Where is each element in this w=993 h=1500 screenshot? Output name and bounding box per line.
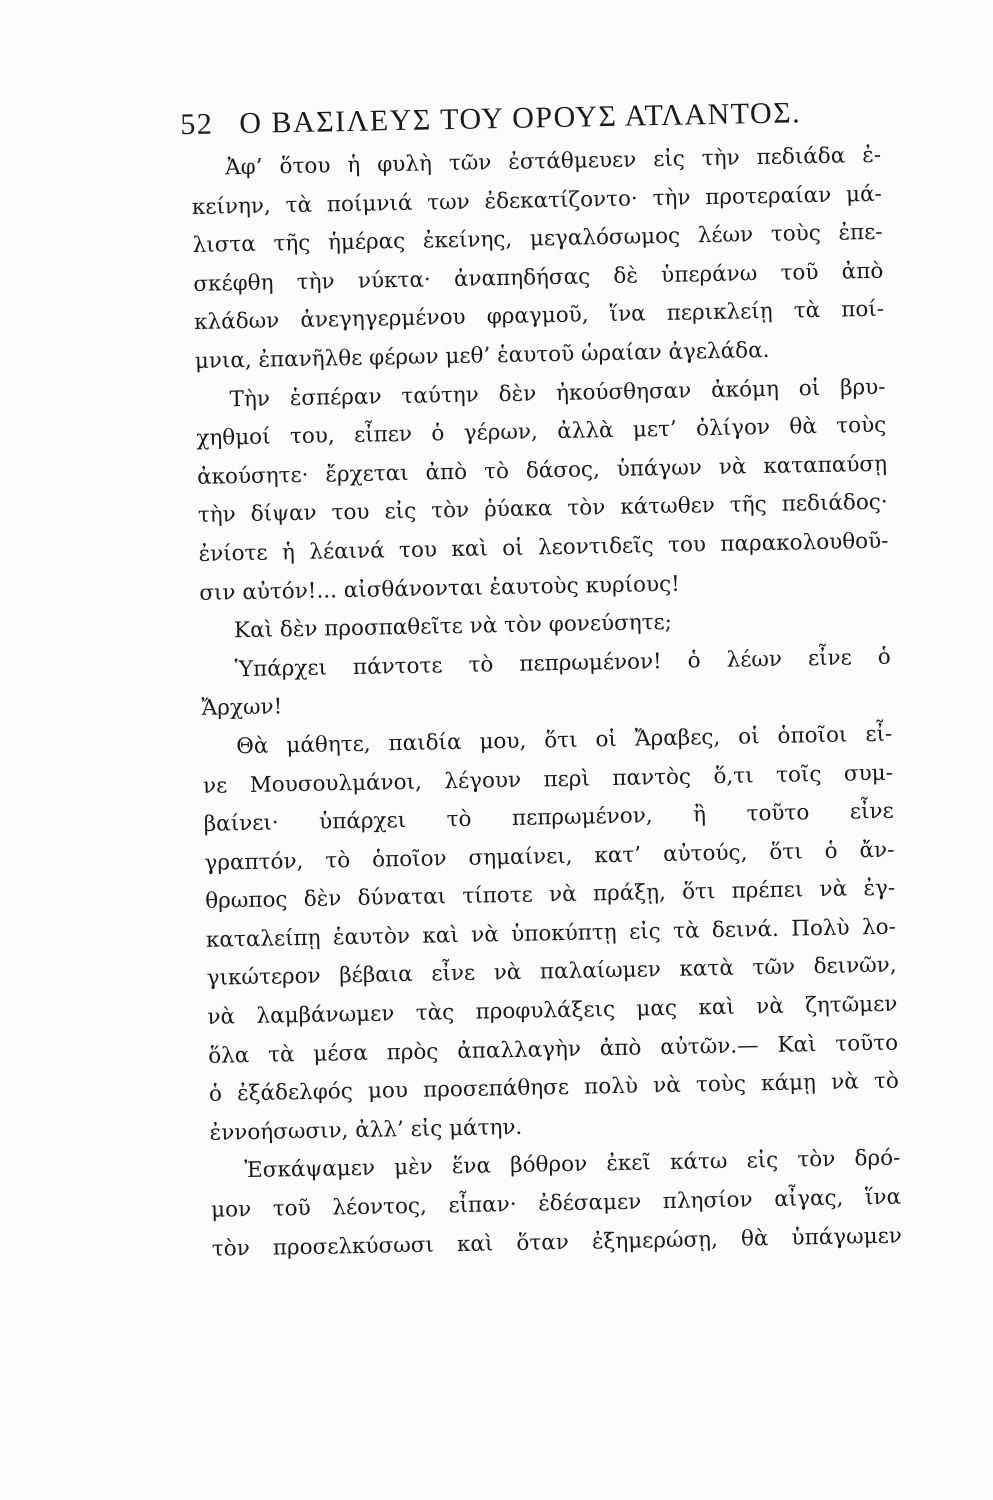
running-head bbox=[180, 94, 896, 142]
text-line: μον τοῦ λέοντος, εἶπαν· ἐδέσαμεν πλησίον αἶγας, ἵνα bbox=[210, 1184, 902, 1223]
text-line: Τὴν ἑσπέραν ταύτην δὲν ἠκούσθησαν ἀκόμη οἱ βρυ- bbox=[229, 374, 886, 412]
text-line: κλάδων ἀνεγηγερμένου φραγμοῦ, ἵνα περικλείῃ τὰ ποί- bbox=[193, 297, 885, 336]
text-line: Καὶ δὲν προσπαθεῖτε νὰ τὸν φονεύσητε; bbox=[233, 609, 673, 644]
text-line: μνια, ἐπανῆλθε φέρων μεθ’ ἑαυτοῦ ὡραίαν ἀγελάδα. bbox=[194, 337, 770, 374]
text-line: νε Μουσουλμάνοι, λέγουν περὶ παντὸς ὅ,τι τοῖς συμ- bbox=[202, 760, 894, 799]
text-line: γραπτόν, τὸ ὁποῖον σημαίνει, κατ’ αὐτούς, ὅτι ὁ ἄν- bbox=[204, 837, 895, 876]
text-line: τὴν δίψαν του εἰς τὸν ῥύακα τὸν κάτωθεν τῆς πεδιάδος· bbox=[197, 490, 888, 529]
text-line: καταλείπῃ ἑαυτὸν καὶ νὰ ὑποκύπτῃ εἰς τὰ δεινά. Πολὺ λο- bbox=[205, 914, 897, 953]
text-line: Ὑπάρχει πάντοτε τὸ πεπρωμένον! ὁ λέων εἶνε ὁ bbox=[234, 644, 891, 682]
body-text bbox=[191, 136, 917, 1269]
text-line: ἐννοήσωσιν, ἀλλ’ εἰς μάτην. bbox=[209, 1114, 523, 1146]
text-line: ὅλα τὰ μέσα πρὸς ἀπαλλαγὴν ἀπὸ αὐτῶν.— Καὶ τοῦτο bbox=[207, 1030, 899, 1069]
text-line: νὰ λαμβάνωμεν τὰς προφυλάξεις μας καὶ νὰ ζητῶμεν bbox=[207, 991, 898, 1030]
running-title: Ο ΒΑΣΙΛΕΥΣ ΤΟΥ ΟΡΟΥΣ ΑΤΛΑΝΤΟΣ. bbox=[238, 96, 802, 141]
text-line: Θὰ μάθητε, παιδία μου, ὅτι οἱ Ἄραβες, οἱ ὁποῖοι εἶ- bbox=[236, 721, 893, 760]
text-line: ἐνίοτε ἡ λέαινά του καὶ οἱ λεοντιδεῖς του παρακολουθοῦ- bbox=[198, 528, 889, 567]
text-line: θρωπος δὲν δύναται τίποτε νὰ πράξῃ, ὅτι πρέπει νὰ ἐγ- bbox=[204, 875, 896, 915]
text-line: ὁ ἐξάδελφός μου προσεπάθησε πολὺ νὰ τοὺς κάμῃ νὰ τὸ bbox=[208, 1068, 900, 1108]
text-line: βαίνει· ὑπάρχει τὸ πεπρωμένον, ἢ τοῦτο εἶνε bbox=[203, 798, 894, 837]
text-block bbox=[180, 94, 917, 1269]
page-number: 52 bbox=[180, 107, 214, 142]
text-line: τὸν προσελκύσωσι καὶ ὅταν ἐξημερώσῃ, θὰ ὑπάγωμεν bbox=[211, 1223, 903, 1262]
text-line: κείνην, τὰ ποίμνιά των ἐδεκατίζοντο· τὴν προτεραίαν μά- bbox=[191, 181, 883, 220]
text-line: Ἄρχων! bbox=[201, 694, 283, 722]
text-line: ἀκούσητε· ἔρχεται ἀπὸ τὸ δάσος, ὑπάγων νὰ καταπαύσῃ bbox=[196, 451, 888, 490]
text-line: σιν αὐτόν!... αἰσθάνονται ἑαυτοὺς κυρίους! bbox=[199, 571, 680, 606]
text-line: σκέφθη τὴν νύκτα· ἀναπηδήσας δὲ ὑπεράνω τοῦ ἀπὸ bbox=[193, 258, 884, 297]
text-line: γικώτερον βέβαια εἶνε νὰ παλαίωμεν κατὰ τῶν δεινῶν, bbox=[206, 953, 897, 992]
text-line: λιστα τῆς ἡμέρας ἐκείνης, μεγαλόσωμος λέων τοὺς ἐπε- bbox=[192, 219, 883, 259]
text-line: χηθμοί του, εἶπεν ὁ γέρων, ἀλλὰ μετ’ ὀλίγον θὰ τοὺς bbox=[196, 412, 887, 452]
text-line: Ἐσκάψαμεν μὲν ἕνα βόθρον ἐκεῖ κάτω εἰς τὸν δρό- bbox=[244, 1145, 901, 1184]
text-line: Ἀφ’ ὅτου ἡ φυλὴ τῶν ἐστάθμευεν εἰς τὴν πεδιάδα ἐ- bbox=[224, 142, 882, 181]
